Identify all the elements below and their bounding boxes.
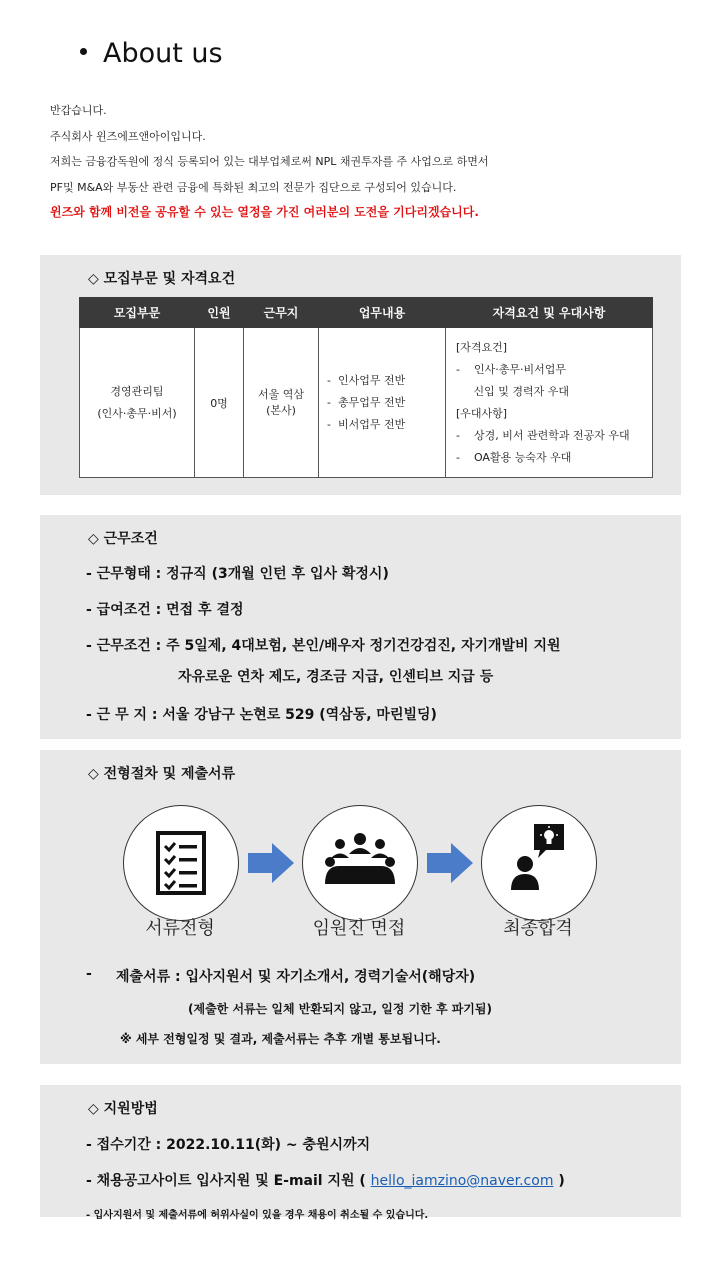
- table-header: 업무내용: [319, 298, 446, 328]
- qual-item: [자격요건]: [456, 340, 508, 354]
- qual-item: - 상경, 비서 관련학과 전공자 우대: [456, 428, 630, 442]
- condition-line: - 근무조건 : 주 5일제, 4대보험, 본인/배우자 정기건강검진, 자기개발비 지원: [86, 638, 561, 654]
- docs-dash: -: [86, 966, 92, 982]
- table-header: 모집부문: [80, 298, 195, 328]
- step-circle-document: [123, 805, 239, 921]
- intro-text: [50, 98, 489, 226]
- dept-detail: (인사·총무·비서): [97, 406, 177, 420]
- step-label: 임원진 면접: [312, 918, 406, 939]
- duty-item: - 총무업무 전반: [327, 395, 406, 409]
- apply-method-close: ): [553, 1173, 565, 1189]
- intro-line: PF및 M&A와 부동산 관련 금융에 특화된 최고의 전문가 집단으로 구성되어 있습니다.: [50, 180, 457, 194]
- dept-name: 경영관리팀: [110, 384, 164, 398]
- page-title: [80, 38, 223, 69]
- step-circle-final: [481, 805, 597, 921]
- docs-note: (제출한 서류는 일체 반환되지 않고, 일정 기한 후 파기됨): [188, 1002, 492, 1016]
- table-header: 근무지: [244, 298, 319, 328]
- apply-period: - 접수기간 : 2022.10.11(화) ~ 충원시까지: [86, 1137, 371, 1153]
- step-circle-interview: [302, 805, 418, 921]
- recruit-table: [79, 297, 653, 478]
- intro-line: 반갑습니다.: [50, 104, 107, 117]
- apply-method-text: - 채용공고사이트 입사지원 및 E-mail 지원 (: [86, 1173, 371, 1189]
- condition-line: 자유로운 연차 제도, 경조금 지급, 인센티브 지급 등: [178, 669, 494, 685]
- apply-method: [86, 1170, 565, 1190]
- qualification-cell: [446, 328, 653, 478]
- intro-line: 저희는 금융감독원에 정식 등록되어 있는 대부업체로써 NPL 채권투자를 주 사업으로 하면서: [50, 155, 489, 168]
- location-name: 서울 역삼: [257, 387, 304, 401]
- duty-item: - 인사업무 전반: [327, 373, 406, 387]
- table-header-row: [80, 298, 653, 328]
- location-cell: [244, 328, 319, 478]
- idea-person-icon: [482, 806, 596, 920]
- step-label: 최종합격: [503, 918, 573, 939]
- apply-heading: ◇ 지원방법: [88, 1101, 158, 1117]
- title-text: About us: [103, 38, 223, 69]
- qual-item: - 인사·총무·비서업무: [456, 362, 566, 376]
- arrow-right-icon: [248, 843, 296, 883]
- email-link[interactable]: hello_iamzino@naver.com: [370, 1173, 554, 1189]
- table-row: [80, 328, 653, 478]
- docs-line: 제출서류 : 입사지원서 및 자기소개서, 경력기술서(해당자): [116, 969, 476, 985]
- duty-item: - 비서업무 전반: [327, 417, 406, 431]
- intro-highlight: 윈즈와 함께 비전을 공유할 수 있는 열정을 가진 여러분의 도전을 기다리겠습니다.: [50, 205, 479, 219]
- qual-item: [우대사항]: [456, 406, 508, 420]
- checklist-icon: [124, 806, 238, 920]
- qual-item: 신입 및 경력자 우대: [456, 384, 569, 398]
- process-notice: ※ 세부 전형일정 및 결과, 제출서류는 추후 개별 통보됩니다.: [120, 1032, 441, 1046]
- process-heading: ◇ 전형절차 및 제출서류: [88, 766, 236, 782]
- apply-warning: - 입사지원서 및 제출서류에 허위사실이 있을 경우 채용이 취소될 수 있습니다.: [86, 1210, 429, 1221]
- table-header: 자격요건 및 우대사항: [446, 298, 653, 328]
- condition-line: - 급여조건 : 면접 후 결정: [86, 602, 244, 618]
- conditions-heading: ◇ 근무조건: [88, 531, 158, 547]
- meeting-icon: [303, 806, 417, 920]
- location-detail: (본사): [266, 403, 296, 417]
- qual-item: - OA활용 능숙자 우대: [456, 450, 572, 464]
- step-label: 서류전형: [145, 918, 215, 939]
- duty-cell: [319, 328, 446, 478]
- intro-line: 주식회사 윈즈에프앤아이입니다.: [50, 129, 206, 143]
- recruit-heading: ◇ 모집부문 및 자격요건: [88, 271, 236, 287]
- bullet-icon: [80, 48, 87, 55]
- condition-line: - 근 무 지 : 서울 강남구 논현로 529 (역삼동, 마린빌딩): [86, 707, 437, 723]
- arrow-right-icon: [427, 843, 475, 883]
- count-cell: 0명: [195, 328, 244, 478]
- table-header: 인원: [195, 298, 244, 328]
- condition-line: - 근무형태 : 정규직 (3개월 인턴 후 입사 확정시): [86, 566, 389, 582]
- dept-cell: [80, 328, 195, 478]
